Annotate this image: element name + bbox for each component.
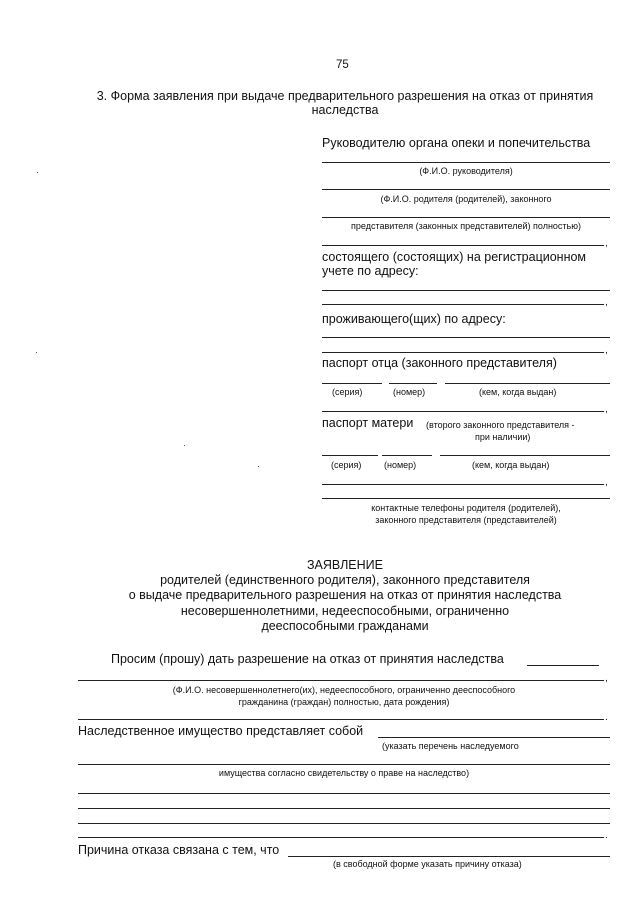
contacts-line[interactable]: [322, 498, 610, 499]
estate-hint-1: (указать перечень наследуемого: [382, 741, 519, 751]
reason-label: Причина отказа связана с тем, что: [78, 843, 280, 857]
statement-subtitle-1: родителей (единственного родителя), законного представителя: [160, 573, 530, 587]
father-number-hint: (номер): [393, 387, 426, 397]
residing-address-line-1[interactable]: [322, 337, 610, 338]
parent-fio-hint-2: представителя (законных представителей) полностью): [351, 221, 581, 231]
estate-line-2[interactable]: [78, 793, 610, 794]
registered-address-line-2[interactable]: [322, 304, 604, 305]
request-hint-2: гражданина (граждан) полностью, дата рождения): [238, 697, 450, 707]
passport-mother-label: паспорт матери: [322, 416, 414, 430]
mother-issued-hint: (кем, когда выдан): [472, 460, 550, 470]
page-number: 75: [336, 59, 349, 71]
reason-hint: (в свободной форме указать причину отказа): [333, 859, 522, 869]
father-number-line[interactable]: [389, 383, 437, 384]
request-inline-line[interactable]: [527, 665, 599, 666]
request-fio-line[interactable]: [78, 680, 604, 681]
estate-line-5[interactable]: [78, 837, 604, 838]
parent-fio-line-3[interactable]: [322, 245, 604, 246]
request-text: Просим (прошу) дать разрешение на отказ от принятия наследства: [111, 652, 504, 666]
mother-series-line[interactable]: [322, 455, 378, 456]
passport-mother-hint-2: при наличии): [475, 432, 531, 442]
estate-hint-2: имущества согласно свидетельству о праве на наследство): [218, 768, 470, 778]
mother-number-line[interactable]: [382, 455, 432, 456]
request-fio-line-2[interactable]: [78, 719, 604, 720]
estate-line-3[interactable]: [78, 808, 610, 809]
parent-fio-line[interactable]: [322, 189, 610, 190]
statement-subtitle-2: о выдаче предварительного разрешения на отказ от принятия наследства: [128, 588, 562, 602]
contacts-hint-2: законного представителя (представителей): [375, 515, 557, 525]
residing-label: проживающего(щих) по адресу:: [322, 312, 506, 326]
registered-address-line-1[interactable]: [322, 290, 610, 291]
residing-address-line-2[interactable]: [322, 352, 604, 353]
section-title-line2: наследства: [311, 103, 379, 117]
statement-heading: ЗАЯВЛЕНИЕ: [306, 558, 383, 572]
statement-subtitle-4: дееспособными гражданами: [261, 619, 429, 633]
father-issued-line[interactable]: [445, 383, 610, 384]
statement-subtitle-3: несовершеннолетними, недееспособными, ограниченно: [180, 604, 510, 618]
head-fio-hint: (Ф.И.О. руководителя): [419, 166, 513, 176]
estate-inline-line[interactable]: [378, 737, 610, 738]
reason-inline-line[interactable]: [288, 856, 610, 857]
request-hint-1: (Ф.И.О. несовершеннолетнего(их), недееспособного, ограниченно дееспособного: [172, 685, 516, 695]
estate-line-4[interactable]: [78, 823, 610, 824]
section-title-line1: 3. Форма заявления при выдаче предварительного разрешения на отказ от принятия: [96, 89, 594, 103]
contacts-hint-1: контактные телефоны родителя (родителей),: [371, 503, 561, 513]
mother-issued-line[interactable]: [440, 455, 610, 456]
passport-mother-hint-1: (второго законного представителя -: [426, 420, 575, 430]
registered-label-1: состоящего (состоящих) на регистрационном: [322, 250, 587, 264]
mother-number-hint: (номер): [384, 460, 417, 470]
mother-series-hint: (серия): [331, 460, 362, 470]
estate-line-1[interactable]: [78, 764, 610, 765]
estate-label: Наследственное имущество представляет собой: [78, 724, 364, 738]
recipient-label: Руководителю органа опеки и попечительства: [322, 136, 591, 150]
head-fio-line[interactable]: [322, 162, 610, 163]
registered-label-2: учете по адресу:: [322, 264, 419, 278]
father-series-line[interactable]: [322, 383, 382, 384]
father-issued-hint: (кем, когда выдан): [479, 387, 557, 397]
mother-issued-line-2[interactable]: [322, 484, 604, 485]
parent-fio-hint-1: (Ф.И.О. родителя (родителей), законного: [380, 194, 552, 204]
father-issued-line-2[interactable]: [322, 411, 604, 412]
passport-father-label: паспорт отца (законного представителя): [322, 356, 557, 370]
father-series-hint: (серия): [332, 387, 363, 397]
parent-fio-line-2[interactable]: [322, 217, 610, 218]
